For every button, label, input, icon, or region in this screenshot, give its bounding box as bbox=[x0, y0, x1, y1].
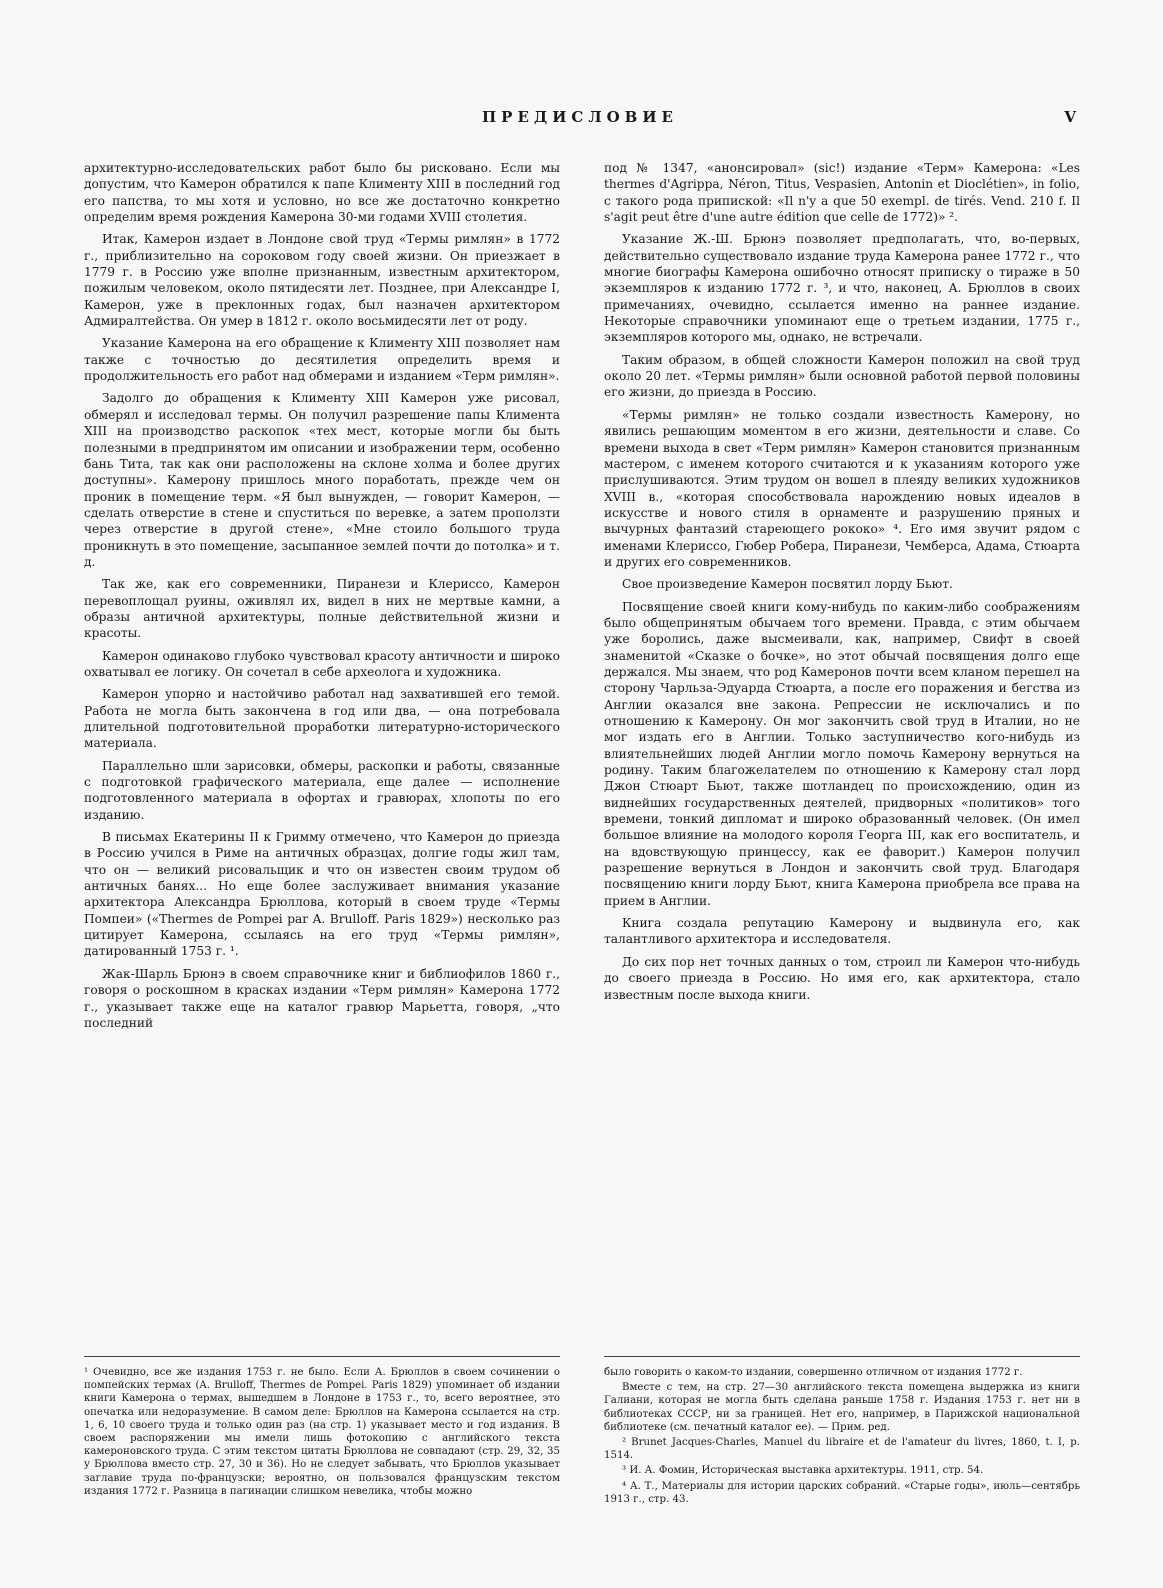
paragraph: Указание Камерона на его обращение к Клименту XIII позволяет нам также с точностью до десятилетия определить время и продолжительность его работ над обмерами и изданием «Терм римлян». bbox=[84, 336, 560, 384]
footnote-divider bbox=[84, 1356, 560, 1357]
paragraph: Камерон одинаково глубоко чувствовал красоту античности и широко охватывал ее логику. Он сочетал в себе археолога и художника. bbox=[84, 648, 560, 679]
paragraph: Таким образом, в общей сложности Камерон положил на свой труд около 20 лет. «Термы римлян» были основной работой первой половины его жизни, до приезда в Россию. bbox=[604, 352, 1080, 400]
paragraph: Параллельно шли зарисовки, обмеры, раскопки и работы, связанные с подготовкой графического материала, еще далее — исполнение подготовленного материала в офортах и гравюрах, хлопоты по его изданию. bbox=[84, 758, 560, 822]
paragraph: Так же, как его современники, Пиранези и Клериссо, Камерон перевоплощал руины, оживлял их, видел в них не мертвые камни, а образы античной архитектуры, полные действительной жизни и красоты. bbox=[84, 577, 560, 641]
footnotes-right bbox=[604, 1366, 1080, 1508]
right-column bbox=[604, 160, 1080, 1009]
paragraph: Посвящение своей книги кому-нибудь по каким-либо соображениям было общепринятым обычаем того времени. Правда, с этим обычаем уже боролись, даже высмеивали, как, например, Свифт в своей знаменитой «Сказке о бочке», но этот обычай посвящения долго еще держался. Мы знаем, что род Камеронов почти всем кланом перешел на сторону Чарльза-Эдуарда Стюарта, а после его поражения и бегства из Англии оказался вне закона. Репрессии не исключались и по отношению к Камерону. Он мог закончить свой труд в Италии, но не мог издать его в Англии. Только заступничество кого-нибудь из влиятельнейших людей Англии могло помочь Камерону вернуться на родину. Таким благожелателем по отношению к Камерону стал лорд Джон Стюарт Бьют, также шотландец по происхождению, один из виднейших государственных деятелей, придворных «политиков» того времени, тонкий дипломат и широко образованный человек. (Он имел большое влияние на молодого короля Георга III, как его воспитатель, и на вдовствующую принцессу, как ее фаворит.) Камерон получил разрешение вернуться в Лондон и закончить свой труд. Благодаря посвящению книги лорду Бьют, книга Камерона приобрела все права на прием в Англии. bbox=[604, 599, 1080, 908]
paragraph: Книга создала репутацию Камерону и выдвинула его, как талантливого архитектора и исследователя. bbox=[604, 916, 1080, 947]
paragraph: В письмах Екатерины II к Гримму отмечено, что Камерон до приезда в Россию учился в Риме на античных образцах, долгие годы жил там, что он — великий рисовальщик и что он известен своим трудом об античных банях... Но еще более заслуживает внимания указание архитектора Александра Брюллова, который в своем труде «Термы Помпеи» («Thermes de Pompei par A. Brulloff. Paris 1829») несколько раз цитирует Камерона, ссылаясь на его труд «Термы римлян», датированный 1753 г. ¹. bbox=[84, 830, 560, 959]
footnote: было говорить о каком-то издании, совершенно отличном от издания 1772 г. bbox=[604, 1367, 1023, 1378]
paragraph: «Термы римлян» не только создали известность Камерону, но явились решающим моментом в его жизни, деятельности и славе. Со времени выхода в свет «Терм римлян» Камерон становится признанным мастером, с именем которого считаются и к указаниям которого уже прислушиваются. Этим трудом он вошел в плеяду великих художников XVIII в., «которая способствовала нарождению новых идеалов в искусстве и нового стиля в орнаменте и разрушению пряных и вычурных фантазий стареющего рококо» ⁴. Его имя звучит рядом с именами Клериссо, Гюбер Робера, Пиранези, Чемберса, Адама, Стюарта и других его современников. bbox=[604, 407, 1080, 569]
paragraph: Итак, Камерон издает в Лондоне свой труд «Термы римлян» в 1772 г., приблизительно на сороковом году своей жизни. Он приезжает в 1779 г. в Россию уже вполне признанным, известным архитектором, пожилым человеком, около пятидесяти лет. Позднее, при Александре I, Камерон, уже в преклонных годах, был назначен архитектором Адмиралтейства. Он умер в 1812 г. около восьмидесяти лет от роду. bbox=[84, 232, 560, 329]
paragraph: Указание Ж.-Ш. Брюнэ позволяет предполагать, что, во-первых, действительно существовало издание труда Камерона ранее 1772 г., что многие биографы Камерона ошибочно относят приписку о тираже в 50 экземпляров к изданию 1772 г. ³, и что, наконец, А. Брюллов в своих примечаниях, очевидно, ссылается именно на раннее издание. Некоторые справочники упоминают еще о третьем издании, 1775 г., экземпляров которого мы, однако, не встречали. bbox=[604, 232, 1080, 345]
footnotes-left bbox=[84, 1366, 560, 1500]
footnote: ³ И. А. Фомин, Историческая выставка архитектуры. 1911, стр. 54. bbox=[622, 1465, 984, 1477]
paragraph: под № 1347, «анонсировал» (sic!) издание «Терм» Камерона: «Les thermes d'Agrippa, Néron, Titus, Vespasien, Antonin et Dioclétien», in folio, с такого рода припиской: «Il n'y a que 50 exempl. de tirés. Vend. 210 f. Il s'agit peut être d'une autre édition que celle de 1772)» ². bbox=[604, 161, 1080, 225]
footnote: ⁴ А. Т., Материалы для истории царских собраний. «Старые годы», июль—сентябрь 1913 г., стр. 43. bbox=[604, 1480, 1080, 1505]
paragraph: Свое произведение Камерон посвятил лорду Бьют. bbox=[622, 577, 953, 592]
footnote: ¹ Очевидно, все же издания 1753 г. не было. Если А. Брюллов в своем сочинении о помпейских термах (A. Brulloff, Thermes de Pompei. Paris 1829) упоминает об издании книги Камерона о термах, вышедшем в Лондоне в 1753 г., то, всего вероятнее, это опечатка или недоразумение. В самом деле: Брюллов на Камерона ссылается на стр. 1, 6, 10 своего труда и только один раз (на стр. 1) указывает место и год издания. В своем распоряжении мы имели лишь фотокопию с английского текста камероновского труда. С этим текстом цитаты Брюллова не совпадают (стр. 29, 32, 35 у Брюллова вместо стр. 27, 30 и 36). Но не следует забывать, что Брюллов указывает заглавие труда по-французски; вероятно, он пользовался французским текстом издания 1772 г. Разница в пагинации слишком невелика, чтобы можно bbox=[84, 1367, 560, 1497]
footnote-divider bbox=[604, 1356, 1080, 1357]
paragraph: архитектурно-исследовательских работ было бы рисковано. Если мы допустим, что Камерон обратился к папе Клименту XIII в последний год его папства, то мы хотя и условно, но все же достаточно конкретно определим время рождения Камерона 30-ми годами XVIII столетия. bbox=[84, 161, 560, 225]
paragraph: До сих пор нет точных данных о том, строил ли Камерон что-нибудь до своего приезда в Россию. Но имя его, как архитектора, стало известным после выхода книги. bbox=[604, 954, 1080, 1002]
paragraph: Камерон упорно и настойчиво работал над захватившей его темой. Работа не могла быть закончена в год или два, — она потребовала длительной подготовительной проработки литературно-исторического материала. bbox=[84, 687, 560, 751]
paragraph: Задолго до обращения к Клименту XIII Камерон уже рисовал, обмерял и исследовал термы. Он получил разрешение папы Климента XIII на производство раскопок «тех мест, которые могли бы быть полезными в предпринятом им описании и изображении терм, особенно бань Тита, так как они расположены на склоне холма и более других доступны». Камерону пришлось много поработать, прежде чем он проник в помещение терм. «Я был вынужден, — говорит Камерон, — сделать отверстие в стене и спуститься по веревке, а затем проползти через отверстие в другой стене», «Мне стоило большого труда проникнуть в это помещение, засыпанное землей почти до потолка» и т. д. bbox=[84, 391, 560, 569]
running-title: ПРЕДИСЛОВИЕ bbox=[482, 108, 678, 126]
left-column bbox=[84, 160, 560, 1037]
page-header bbox=[84, 108, 1076, 130]
paragraph: Жак-Шарль Брюнэ в своем справочнике книг и библиофилов 1860 г., говоря о роскошном в красках издании «Терм римлян» Камерона 1772 г., указывает также еще на каталог гравюр Марьетта, говоря, „что последний bbox=[84, 966, 560, 1030]
page-number: V bbox=[1064, 108, 1076, 126]
footnote: ² Brunet Jacques-Charles, Manuel du libraire et de l'amateur du livres, 1860, t. I, p. 1514. bbox=[604, 1437, 1080, 1462]
footnote: Вместе с тем, на стр. 27—30 английского текста помещена выдержка из книги Галиани, которая не могла быть сделана раньше 1758 г. Издания 1753 г. нет ни в библиотеках СССР, ни за границей. Нет его, например, в Парижской национальной библиотеке (см. печатный каталог ее). — Прим. ред. bbox=[604, 1382, 1080, 1433]
